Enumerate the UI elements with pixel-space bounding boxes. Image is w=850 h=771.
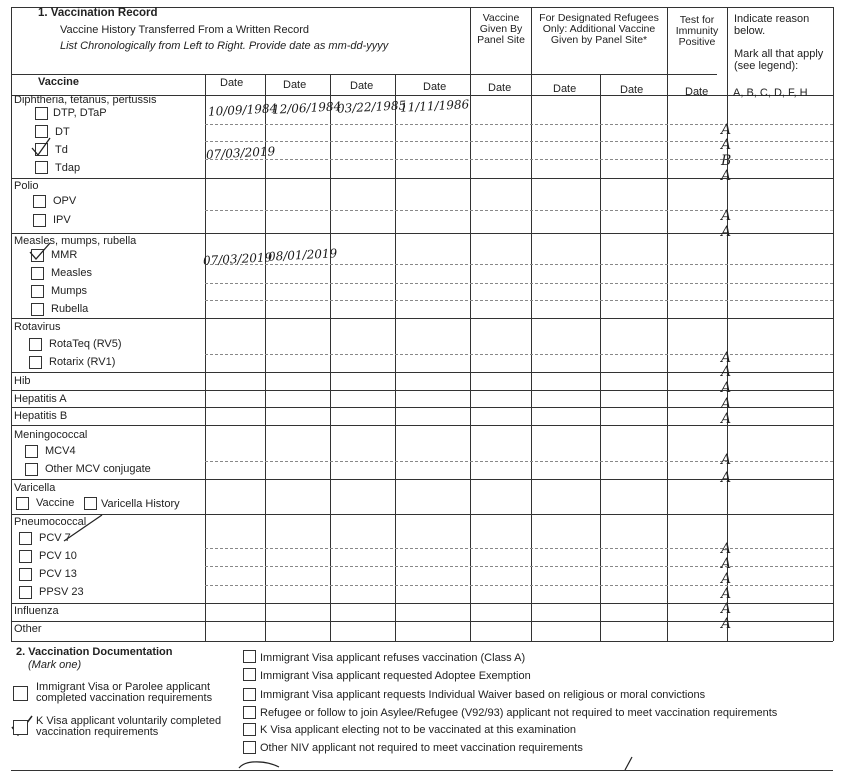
- row-pcv13: PCV 13: [39, 568, 77, 580]
- reason-rotarix: A: [721, 364, 732, 380]
- row-other-mcv: Other MCV conjugate: [45, 463, 151, 475]
- header-date-4: Date: [423, 81, 447, 93]
- handwritten-dtp-date-2: 12/06/1984: [271, 99, 342, 117]
- section2-mark-one: (Mark one): [28, 659, 82, 671]
- option-k-visa-electing: K Visa applicant electing not to be vaccinated at this examination: [260, 724, 576, 736]
- row-measles: Measles: [51, 267, 92, 279]
- option-iv-completed: Immigrant Visa or Parolee applicant completed vaccination requirements: [36, 681, 213, 704]
- checkbox-refugee-exempt[interactable]: [243, 706, 256, 719]
- handwritten-mmr-date-1: 07/03/2019: [202, 250, 273, 268]
- col-sep: [667, 7, 668, 641]
- reason-other-mcv: A: [721, 470, 732, 486]
- handwritten-mmr-date-2: 08/01/2019: [267, 246, 338, 264]
- table-left-border: [11, 7, 12, 641]
- row-mumps: Mumps: [51, 285, 88, 297]
- header-date-refugee-2: Date: [620, 84, 644, 96]
- option-k-visa-completed: K Visa applicant voluntarily completed vaccination requirements: [36, 715, 222, 738]
- row-rule: [11, 603, 833, 604]
- handwritten-mark: [235, 758, 285, 771]
- reason-pcv7: A: [721, 541, 732, 557]
- varicella-strike: [62, 513, 104, 543]
- row-rule: [11, 390, 833, 391]
- checkbox-pcv13[interactable]: [19, 568, 32, 581]
- reason-other: A: [721, 616, 732, 632]
- row-meningococcal-group: Meningococcal: [14, 429, 88, 441]
- reason-pcv10: A: [721, 556, 732, 572]
- header-date-panel: Date: [488, 82, 512, 94]
- handwritten-slash: [622, 756, 634, 771]
- checkbox-rotateq[interactable]: [29, 338, 42, 351]
- section1-instruction: List Chronologically from Left to Right. Provide date as mm-dd-yyyy: [60, 40, 389, 52]
- checkbox-refuses[interactable]: [243, 650, 256, 663]
- row-rule: [11, 372, 833, 373]
- row-opv: OPV: [53, 195, 77, 207]
- header-date-1: Date: [220, 77, 244, 89]
- row-mmr: MMR: [51, 249, 78, 261]
- checkbox-varicella-history[interactable]: [84, 497, 97, 510]
- row-hepatitis-b: Hepatitis B: [14, 410, 68, 422]
- row-rule: [11, 425, 833, 426]
- row-varicella-vaccine: Vaccine: [36, 497, 75, 509]
- row-td: Td: [55, 144, 68, 156]
- row-rubella: Rubella: [51, 303, 89, 315]
- reason-mcv4: A: [721, 452, 732, 468]
- header-date-immunity: Date: [685, 86, 709, 98]
- row-rotarix: Rotarix (RV1): [49, 356, 116, 368]
- row-dt: DT: [55, 126, 70, 138]
- checkbox-iv-completed[interactable]: [13, 686, 28, 701]
- checkbox-opv[interactable]: [33, 195, 46, 208]
- header-panel-site: Vaccine Given By Panel Site: [477, 12, 525, 46]
- checkbox-adoptee[interactable]: [243, 668, 256, 681]
- reason-opv: A: [721, 208, 732, 224]
- header-reason: Indicate reason below.: [734, 13, 810, 37]
- checkmark-td: [30, 136, 52, 158]
- checkbox-mcv4[interactable]: [25, 445, 38, 458]
- row-pneumococcal-group: Pneumococcal: [14, 516, 87, 528]
- row-rule: [11, 621, 833, 622]
- row-hepatitis-a: Hepatitis A: [14, 393, 67, 405]
- header-date-3: Date: [350, 80, 374, 92]
- section2-title: 2. Vaccination Documentation: [16, 646, 173, 658]
- reason-dt: A: [721, 137, 732, 153]
- section1-subtitle: Vaccine History Transferred From a Written Record: [60, 24, 310, 36]
- reason-hepatitis-b: A: [721, 411, 732, 427]
- row-influenza: Influenza: [14, 605, 59, 617]
- header-date-2: Date: [283, 79, 307, 91]
- row-hib: Hib: [14, 375, 31, 387]
- reason-pcv13: A: [721, 571, 732, 587]
- reason-dtp: A: [721, 122, 732, 138]
- row-dtp-dtap: DTP, DTaP: [53, 107, 107, 119]
- header-vaccine: Vaccine: [38, 76, 79, 88]
- handwritten-dtp-date-3: 03/22/1985: [336, 98, 407, 116]
- reason-ipv: A: [721, 224, 732, 240]
- header-rule: [11, 74, 717, 75]
- row-pcv7: PCV 7: [39, 532, 71, 544]
- handwritten-dtp-date-4: 11/11/1986: [399, 97, 470, 115]
- row-mmr-group: Measles, mumps, rubella: [14, 235, 137, 247]
- option-refugee-exempt: Refugee or follow to join Asylee/Refugee (V92/93) applicant not required to meet vaccination requirements: [260, 707, 778, 719]
- checkbox-pcv10[interactable]: [19, 550, 32, 563]
- header-reason-codes: A, B, C, D, F, H: [733, 87, 808, 99]
- row-rotateq: RotaTeq (RV5): [49, 338, 122, 350]
- reason-influenza: A: [721, 601, 732, 617]
- row-rule: [11, 479, 833, 480]
- row-tdap: Tdap: [55, 162, 81, 174]
- table-right-border: [833, 7, 834, 641]
- header-reason-mark: Mark all that apply (see legend):: [734, 48, 824, 72]
- row-rule: [11, 407, 833, 408]
- reason-hib: A: [721, 380, 732, 396]
- row-ipv: IPV: [53, 214, 71, 226]
- col-sep: [531, 7, 532, 641]
- option-adoptee: Immigrant Visa applicant requested Adoptee Exemption: [260, 670, 531, 682]
- row-pcv10: PCV 10: [39, 550, 77, 562]
- row-rule: [11, 318, 833, 319]
- header-refugee: For Designated Refugees Only: Additional Vaccine Given by Panel Site*: [539, 12, 659, 46]
- row-varicella-group: Varicella: [14, 482, 56, 494]
- checkbox-other-mcv[interactable]: [25, 463, 38, 476]
- header-immunity: Test for Immunity Positive: [675, 14, 719, 48]
- checkbox-rotarix[interactable]: [29, 356, 42, 369]
- checkbox-varicella-vaccine[interactable]: [16, 497, 29, 510]
- checkbox-other-niv[interactable]: [243, 741, 256, 754]
- col-sep: [470, 7, 471, 641]
- checkbox-waiver[interactable]: [243, 688, 256, 701]
- row-rule: [11, 514, 833, 515]
- row-dtp-group: Diphtheria, tetanus, pertussis: [14, 94, 157, 106]
- reason-tdap: A: [721, 168, 732, 184]
- checkbox-rubella[interactable]: [31, 303, 44, 316]
- row-rule: [11, 233, 833, 234]
- checkbox-dtp-dtap[interactable]: [35, 107, 48, 120]
- reason-rotateq: A: [721, 350, 732, 366]
- checkbox-tdap[interactable]: [35, 161, 48, 174]
- reason-hepatitis-a: A: [721, 396, 732, 412]
- row-ppsv23: PPSV 23: [39, 586, 84, 598]
- header-date-refugee-1: Date: [553, 83, 577, 95]
- checkbox-k-visa-completed[interactable]: [13, 720, 28, 735]
- checkbox-mumps[interactable]: [31, 285, 44, 298]
- checkmark-mmr: [28, 242, 52, 262]
- row-polio-group: Polio: [14, 180, 39, 192]
- row-other: Other: [14, 623, 42, 635]
- reason-ppsv23: A: [721, 586, 732, 602]
- option-waiver: Immigrant Visa applicant requests Individual Waiver based on religious or moral convictions: [260, 689, 706, 701]
- row-mcv4: MCV4: [45, 445, 76, 457]
- checkbox-ipv[interactable]: [33, 214, 46, 227]
- row-varicella-history: Varicella History: [101, 498, 180, 510]
- checkbox-pcv7[interactable]: [19, 532, 32, 545]
- option-other-niv: Other NIV applicant not required to meet vaccination requirements: [260, 742, 583, 754]
- table-bottom-border: [11, 641, 833, 642]
- checkbox-k-visa-electing[interactable]: [243, 723, 256, 736]
- row-rotavirus-group: Rotavirus: [14, 321, 61, 333]
- handwritten-td-date-1: 07/03/2019: [205, 144, 276, 162]
- row-rule: [11, 178, 833, 179]
- option-refuses: Immigrant Visa applicant refuses vaccination (Class A): [260, 652, 526, 664]
- checkbox-measles[interactable]: [31, 267, 44, 280]
- handwritten-dtp-date-1: 10/09/1984: [207, 101, 278, 119]
- checkbox-ppsv23[interactable]: [19, 586, 32, 599]
- section1-title: 1. Vaccination Record: [38, 7, 158, 19]
- reason-td: B: [721, 153, 732, 169]
